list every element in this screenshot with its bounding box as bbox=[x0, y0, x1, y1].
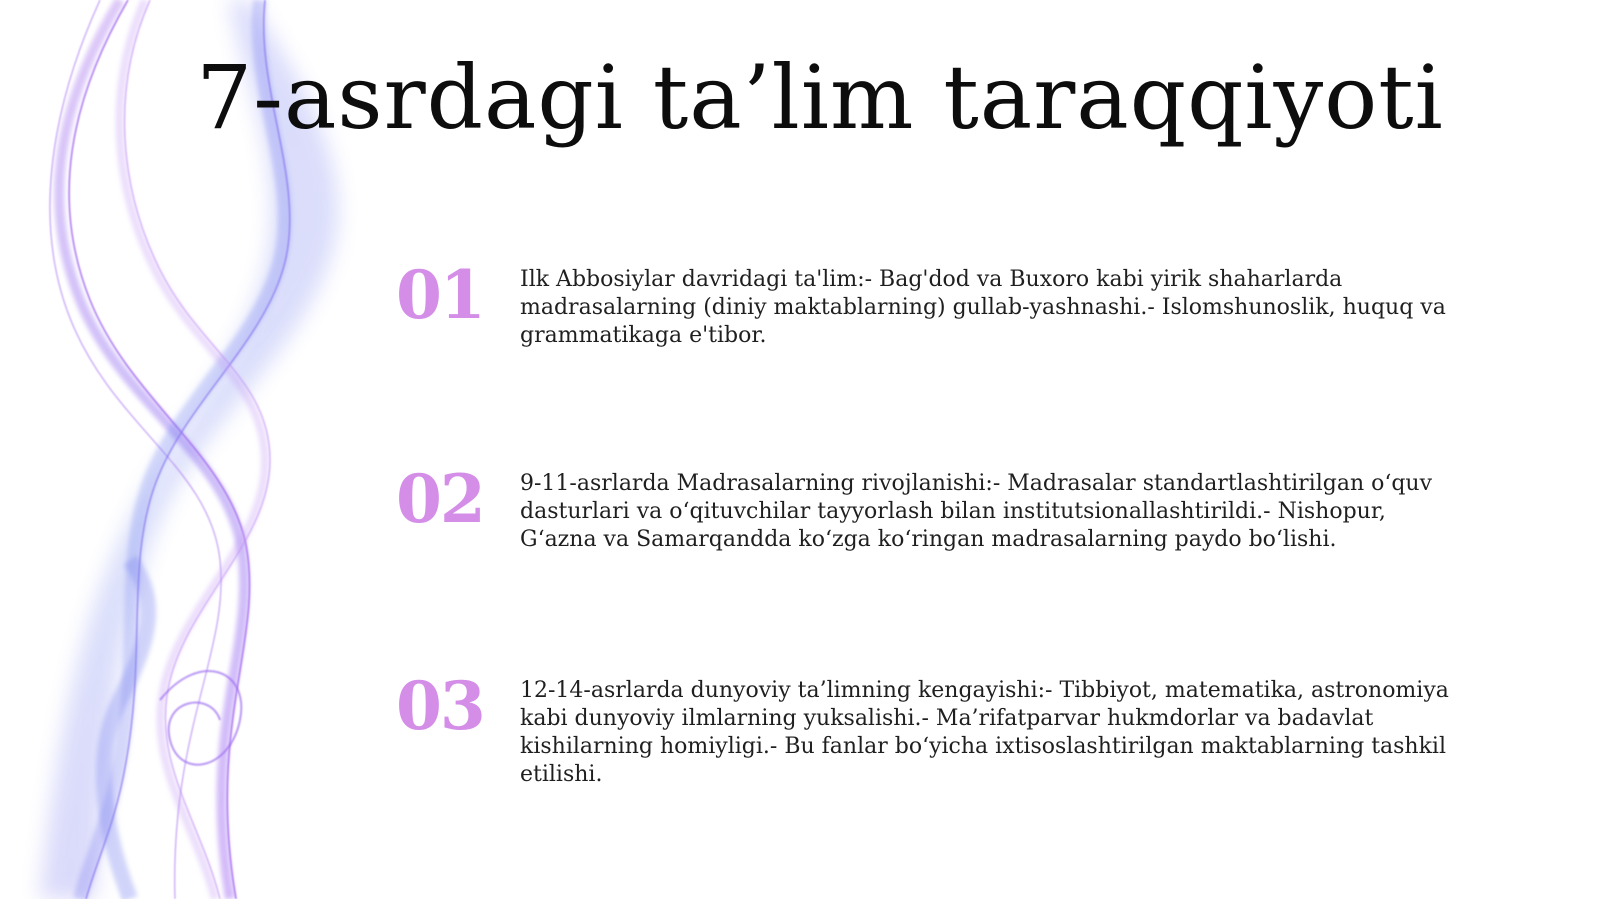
item-text: 12-14-asrlarda dunyoviy ta’limning kengayishi:- Tibbiyot, matematika, astronomiya kabi dunyoviy ilmlarning yuksalishi.- Ma’rifatparvar hukmdorlar va badavlat kishilarning homiyligi.- Bu fanlar bo‘yicha ixtisoslashtirilgan maktablarning tashkil etilishi. bbox=[520, 678, 1449, 787]
item-number: 02 bbox=[396, 460, 484, 538]
item-text: 9-11-asrlarda Madrasalarning rivojlanishi:- Madrasalar standartlashtirilgan o‘quv dasturlari va o‘qituvchilar tayyorlash bilan institutsionallashtirildi.- Nishopur, G‘azna va Samarqandda ko‘zga ko‘ringan madrasalarning paydo bo‘lishi. bbox=[520, 471, 1433, 552]
item-number: 03 bbox=[396, 667, 484, 745]
item-number: 01 bbox=[396, 256, 484, 334]
slide-title: 7-asrdagi ta’lim taraqqiyoti bbox=[196, 46, 1444, 149]
item-text: Ilk Abbosiylar davridagi ta'lim:- Bag'dod va Buxoro kabi yirik shaharlarda madrasalarning (diniy maktablarning) gullab-yashnashi.- Islomshunoslik, huquq va grammatikaga e'tibor. bbox=[520, 267, 1446, 348]
